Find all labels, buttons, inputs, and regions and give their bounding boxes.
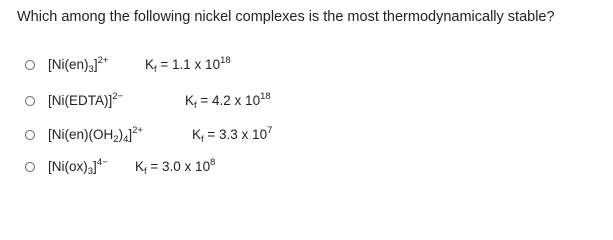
radio-button[interactable] — [25, 60, 35, 70]
radio-button[interactable] — [25, 130, 35, 140]
option-ni-en3[interactable] — [25, 55, 231, 75]
radio-button[interactable] — [25, 96, 35, 106]
formation-constant: $K_f = 3.0$ x $10^8$ — [135, 157, 216, 177]
question-text: Which among the following nickel complexes is the most thermodynamically stable? — [17, 9, 555, 25]
option-formula: $[Ni(en)(OH_2)_4]^{2+}$ — [48, 125, 143, 145]
formation-constant: $K_f = 4.2$ x $10^{18}$ — [185, 91, 271, 111]
radio-button[interactable] — [25, 162, 35, 172]
option-ni-edta[interactable] — [25, 91, 271, 111]
formation-constant: $K_f = 3.3$ x $10^7$ — [192, 125, 273, 145]
option-formula: $[Ni(en)_3]^{2+}$ — [48, 55, 109, 75]
option-ni-ox3[interactable] — [25, 157, 216, 177]
option-formula: $[Ni(ox)_3]^{4-}$ — [48, 157, 108, 177]
option-formula: [Ni(EDTA)]$^{2-}$ — [48, 91, 124, 108]
formation-constant: $K_f = 1.1$ x $10^{18}$ — [145, 55, 231, 75]
option-ni-en-oh2-4[interactable] — [25, 125, 273, 145]
